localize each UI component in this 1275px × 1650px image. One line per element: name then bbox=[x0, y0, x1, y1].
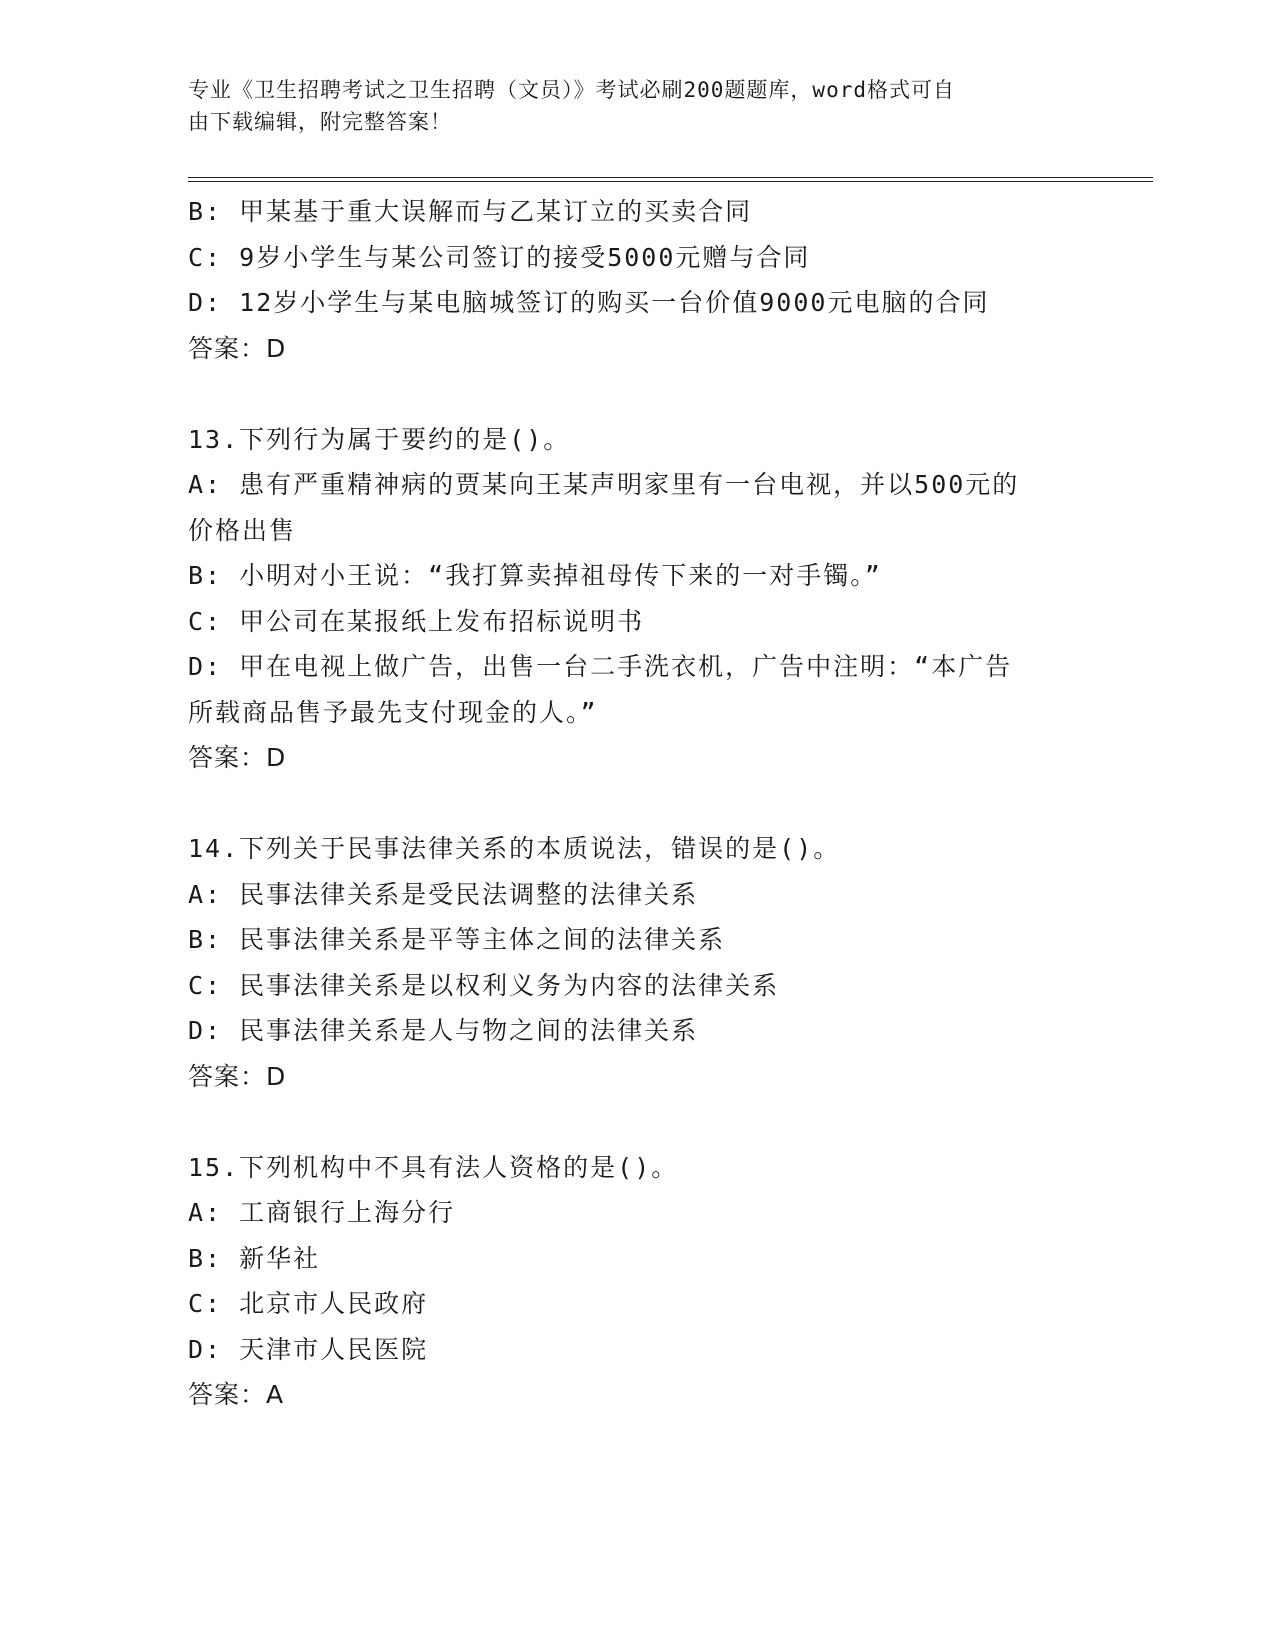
question-14-stem: 14.下列关于民事法律关系的本质说法，错误的是()。 bbox=[188, 834, 841, 863]
question-15-option-d: D: 天津市人民医院 bbox=[188, 1334, 429, 1364]
question-13-option-a: A: 患有严重精神病的贾某向王某声明家里有一台电视，并以500元的 bbox=[188, 470, 1020, 499]
spacer bbox=[188, 781, 1088, 827]
question-14-option-d: D: 民事法律关系是人与物之间的法律关系 bbox=[188, 1016, 699, 1045]
spacer bbox=[188, 371, 1088, 417]
question-list bbox=[188, 189, 1088, 1418]
document-header bbox=[188, 74, 1088, 138]
question-13-option-b: B: 小明对小王说：“我打算卖掉祖母传下来的一对手镯。” bbox=[188, 561, 882, 590]
header-divider bbox=[188, 177, 1153, 182]
question-13-option-d: D: 甲在电视上做广告，出售一台二手洗衣机，广告中注明：“本广告 bbox=[188, 652, 1013, 681]
question-15-answer: 答案：A bbox=[188, 1380, 285, 1409]
question-15-stem: 15.下列机构中不具有法人资格的是()。 bbox=[188, 1152, 679, 1182]
question-12-block bbox=[188, 189, 1088, 371]
question-15-block bbox=[188, 1145, 1088, 1418]
question-13-stem: 13.下列行为属于要约的是()。 bbox=[188, 424, 571, 454]
question-13-answer: 答案：D bbox=[188, 743, 287, 772]
question-13-option-a-cont: 价格出售 bbox=[188, 515, 297, 545]
question-14-option-b: B: 民事法律关系是平等主体之间的法律关系 bbox=[188, 925, 726, 954]
question-12-option-c: C: 9岁小学生与某公司签订的接受5000元赠与合同 bbox=[188, 242, 811, 272]
question-12-answer: 答案：D bbox=[188, 333, 287, 363]
question-14-answer: 答案：D bbox=[188, 1061, 287, 1091]
question-15-option-c: C: 北京市人民政府 bbox=[188, 1289, 429, 1318]
question-15-option-b: B: 新华社 bbox=[188, 1243, 321, 1273]
question-14-block bbox=[188, 826, 1088, 1099]
question-15-option-a: A: 工商银行上海分行 bbox=[188, 1198, 456, 1227]
question-12-option-d: D: 12岁小学生与某电脑城签订的购买一台价值9000元电脑的合同 bbox=[188, 288, 990, 317]
question-14-option-c: C: 民事法律关系是以权利义务为内容的法律关系 bbox=[188, 970, 780, 1000]
question-14-option-a: A: 民事法律关系是受民法调整的法律关系 bbox=[188, 879, 699, 909]
question-13-option-c: C: 甲公司在某报纸上发布招标说明书 bbox=[188, 606, 645, 636]
question-12-option-b: B: 甲某基于重大误解而与乙某订立的买卖合同 bbox=[188, 197, 753, 226]
question-13-block bbox=[188, 417, 1088, 781]
header-title-line-1: 专业《卫生招聘考试之卫生招聘（文员）》考试必刷200题题库，word格式可自 bbox=[188, 78, 955, 102]
spacer bbox=[188, 1099, 1088, 1145]
question-13-option-d-cont: 所载商品售予最先支付现金的人。” bbox=[188, 697, 598, 727]
header-title-line-2: 由下载编辑，附完整答案！ bbox=[188, 110, 452, 134]
